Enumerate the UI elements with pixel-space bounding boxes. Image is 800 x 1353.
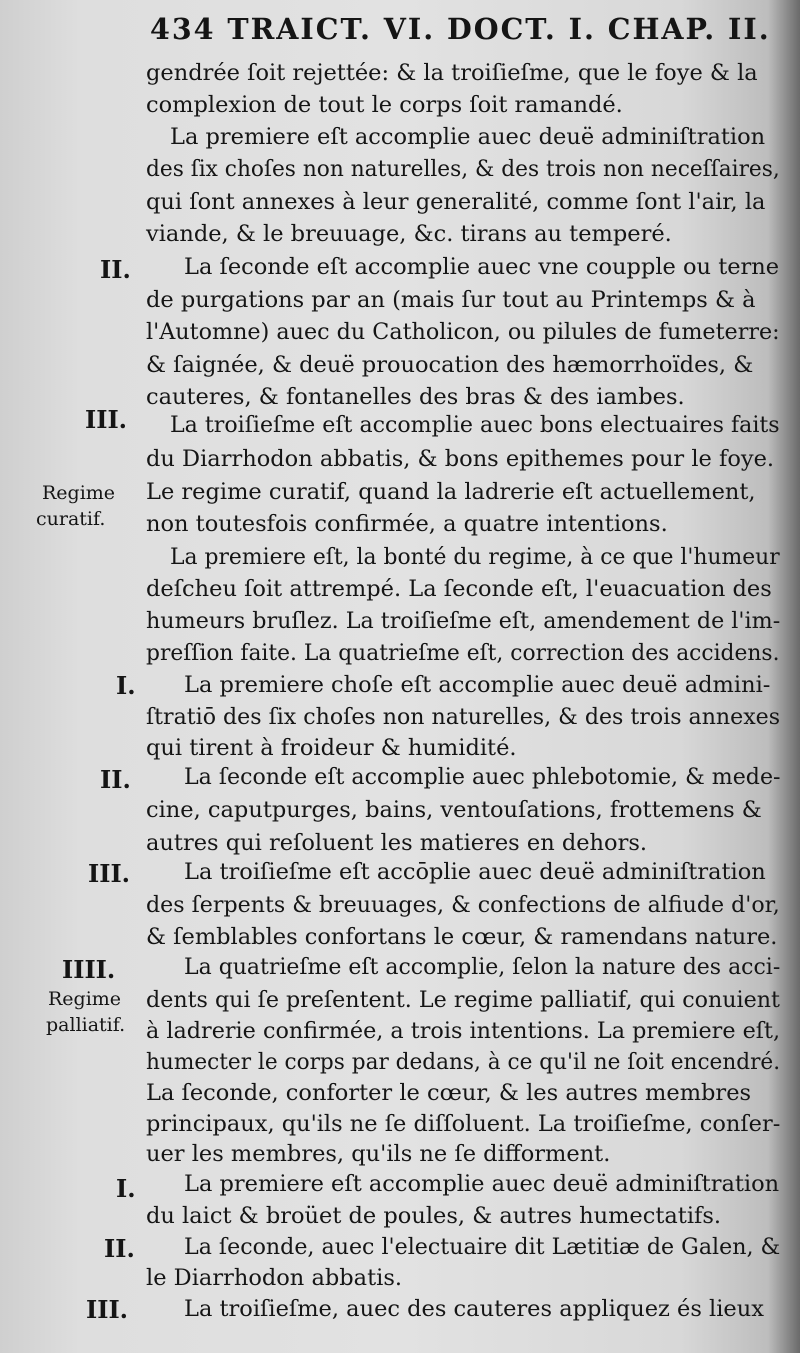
section-numeral: IIII. [62,955,116,984]
margin-note: Regime [48,988,122,1010]
text-line: humeurs bruſlez. La troiſieſme eſt, amendement de l'im- [146,608,781,634]
text-line: autres qui reſoluent les matieres en dehors. [146,830,648,856]
margin-note: palliatif. [46,1014,126,1036]
text-line: cauteres, & fontanelles des bras & des iambes. [146,384,685,410]
text-line: complexion de tout le corps ſoit ramandé. [146,92,623,118]
section-numeral: III. [86,1295,129,1324]
text-line: le Diarrhodon abbatis. [146,1265,403,1291]
text-line: des ſerpents & breuuages, & confections de alfiude d'or, [146,892,780,918]
text-line: La ſeconde eſt accomplie auec vne coupple ou terne [184,254,780,280]
margin-note: Regime [42,482,116,504]
section-numeral: III. [85,405,128,434]
text-line: La troiſieſme eſt accomplie auec bons electuaires faits [170,412,780,438]
text-line: du laict & broüet de poules, & autres humectatifs. [146,1203,722,1229]
text-line: La premiere choſe eſt accomplie auec deuë admini- [184,672,771,698]
text-line: à ladrerie confirmée, a trois intentions. La premiere eſt, [146,1018,781,1044]
text-line: La troiſieſme eſt accōplie auec deuë adminiſtration [184,859,766,885]
text-line: preſſion faite. La quatrieſme eſt, correction des accidens. [146,640,780,666]
text-line: La premiere eſt accomplie auec deuë adminiſtration [170,124,766,150]
text-line: des ſix choſes non naturelles, & des trois non neceſſaires, [146,156,780,182]
text-line: qui ſont annexes à leur generalité, comme ſont l'air, la [146,189,766,215]
text-line: viande, & le breuuage, &c. tirans au temperé. [146,221,672,247]
text-line: La premiere eſt accomplie auec deuë adminiſtration [184,1171,780,1197]
section-numeral: I. [116,671,136,700]
section-numeral: II. [100,255,131,284]
text-line: principaux, qu'ils ne ſe diſſoluent. La troiſieſme, conſer- [146,1111,781,1137]
text-line: La ſeconde, conforter le cœur, & les autres membres [146,1080,752,1106]
text-line: dents qui ſe preſentent. Le regime palliatif, qui conuient [146,987,780,1013]
text-line: ſtratiō des ſix choſes non naturelles, & des trois annexes [146,704,781,730]
section-numeral: I. [116,1174,136,1203]
text-line: La ſeconde eſt accomplie auec phlebotomie, & mede- [184,764,781,790]
text-line: deſcheu ſoit attrempé. La ſeconde eſt, l'euacuation des [146,576,772,602]
text-line: l'Automne) auec du Catholicon, ou pilules de fumeterre: [146,319,780,345]
text-line: de purgations par an (mais ſur tout au Printemps & à [146,287,756,313]
text-line: qui tirent à froideur & humidité. [146,735,517,761]
text-line: Le regime curatif, quand la ladrerie eſt actuellement, [146,479,756,505]
section-numeral: II. [100,765,131,794]
section-numeral: II. [104,1234,135,1263]
section-numeral: III. [88,859,131,888]
text-line: gendrée ſoit rejettée: & la troiſieſme, que le foye & la [146,60,758,86]
text-line: uer les membres, qu'ils ne ſe difforment. [146,1141,611,1167]
text-line: & ſemblables confortans le cœur, & ramendans nature. [146,924,778,950]
text-line: & ſaignée, & deuë prouocation des hæmorrhoïdes, & [146,352,754,378]
text-line: La troiſieſme, auec des cauteres appliquez és lieux [184,1296,764,1322]
text-line: cine, caputpurges, bains, ventouſations, frottemens & [146,797,762,823]
text-line: non toutesfois confirmée, a quatre intentions. [146,511,668,537]
text-line: humecter le corps par dedans, à ce qu'il ne ſoit encendré. [146,1049,781,1075]
running-header: 434 TRAICT. VI. DOCT. I. CHAP. II. [150,12,771,46]
text-line: du Diarrhodon abbatis, & bons epithemes pour le foye. [146,446,775,472]
text-line: La ſeconde, auec l'electuaire dit Lætitiæ de Galen, & [184,1234,781,1260]
text-line: La quatrieſme eſt accomplie, ſelon la nature des acci- [184,954,781,980]
margin-note: curatif. [36,508,106,530]
text-line: La premiere eſt, la bonté du regime, à ce que l'humeur [170,544,780,570]
